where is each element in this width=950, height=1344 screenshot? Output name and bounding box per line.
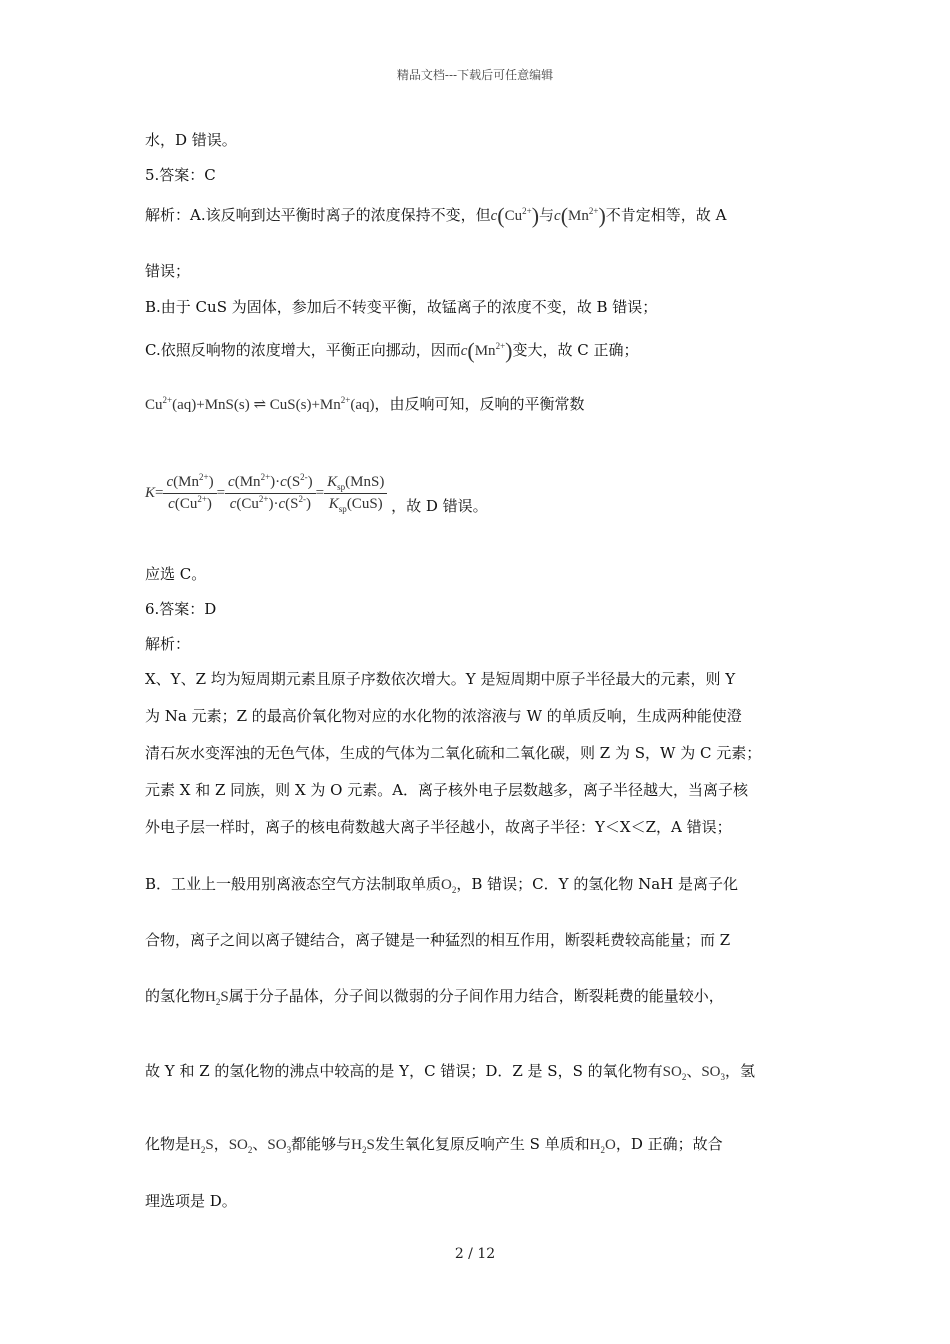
paragraph-line: 理选项是 D。: [145, 1192, 237, 1210]
text-segment: 、: [686, 1062, 702, 1080]
page-header: 精品文档---下载后可任意编辑: [396, 68, 554, 82]
formula-h2s: $H_2S$: [205, 989, 229, 1007]
formula-c-mn: $c(Mn^{2+})$: [460, 338, 513, 363]
formula-c-cu-mn: $c(Cu^{2+})$与$c(Mn^{2+})$: [490, 203, 606, 228]
text-line: [145, 338, 638, 364]
reaction-equation: $Cu^{2+}(aq)+MnS(s)$ ⇌ $CuS(s)+Mn^{2+}(aq)$: [145, 395, 375, 413]
text-segment: ，B 错误；C．Y 的氢化物 NaH 是离子化: [456, 875, 738, 893]
text-segment: C.依照反响物的浓度增大，平衡正向挪动，因而: [145, 341, 461, 359]
formula-so3: $SO_3$: [701, 1064, 726, 1082]
paragraph-line: 元素 X 和 Z 同族，则 X 为 O 元素。A．离子核外电子层数越多，离子半径越大，当离子核: [145, 781, 749, 799]
formula-h2s: $H_2S$: [190, 1137, 214, 1155]
text-segment: ，由反响可知，反响的平衡常数: [374, 395, 585, 413]
text-segment: 、: [252, 1135, 268, 1153]
text-segment: 的氢化物: [145, 987, 206, 1005]
paragraph-line: 清石灰水变浑浊的无色气体，生成的气体为二氧化硫和二氧化碳，则 Z 为 S，W 为 C 元素；: [145, 744, 762, 762]
text-segment: 不肯定相等，故 A: [605, 206, 727, 224]
formula-so2: $SO_2$: [662, 1064, 687, 1082]
text-segment: ，D 正确；故合: [615, 1135, 723, 1153]
equilibrium-constant-formula: K= $\frac{c(Mn^{2+})}{c(Cu^{2+})}$ = $\frac{c(Mn^{2+})\cdot c(S^{2-})}{c(Cu^{2+})\cdot c(S^{2-})}$ = $\frac{K_{sp}(MnS)}{K_{sp}(CuS)}$: [145, 485, 391, 501]
text-line: 应选 C。: [145, 565, 207, 583]
paragraph-line: 合物，离子之间以离子键结合，离子键是一种猛烈的相互作用，断裂耗费较高能量；而 Z: [145, 931, 731, 949]
formula-so3: $SO_3$: [267, 1137, 292, 1155]
text-segment: 故 Y 和 Z 的氢化物的沸点中较高的是 Y，C 错误；D．Z 是 S，S 的氧化物有: [145, 1062, 663, 1080]
paragraph-line: [145, 1133, 723, 1154]
equilibrium-constant-line: [145, 474, 488, 516]
text-segment: 发生氧化复原反响产生 S 单质和: [374, 1135, 590, 1153]
paragraph-line: 为 Na 元素；Z 的最高价氧化物对应的水化物的浓溶液与 W 的单质反响，生成两种能使澄: [145, 707, 742, 725]
formula-h2o: $H_2O$: [589, 1137, 616, 1155]
formula-so2: $SO_2$: [228, 1137, 253, 1155]
text-segment: 化物是: [145, 1135, 191, 1153]
text-line: 解析：: [145, 635, 191, 653]
text-line: 错误；: [145, 262, 191, 280]
text-segment: 都能够与: [291, 1135, 352, 1153]
formula-o2: $O_2$: [441, 877, 457, 895]
text-segment: B．工业上一般用别离液态空气方法制取单质: [145, 875, 442, 893]
text-line: B.由于 CuS 为固体，参加后不转变平衡，故锰离子的浓度不变，故 B 错误；: [145, 298, 658, 316]
formula-h2s: $H_2S$: [351, 1137, 375, 1155]
text-segment: ，: [213, 1135, 229, 1153]
paragraph-line: X、Y、Z 均为短周期元素且原子序数依次增大。Y 是短周期中原子半径最大的元素，则 Y: [145, 670, 736, 688]
text-line: [145, 393, 585, 414]
text-segment: 解析：A.该反响到达平衡时离子的浓度保持不变，但: [145, 206, 491, 224]
text-segment: ，故 D 错误。: [391, 496, 488, 515]
paragraph-line: 外电子层一样时，离子的核电荷数越大离子半径越小，故离子半径：Y＜X＜Z，A 错误；: [145, 818, 732, 836]
answer-6: 6.答案：D: [145, 600, 217, 618]
paragraph-line: [145, 985, 724, 1006]
text-line: 水，D 错误。: [145, 131, 237, 149]
text-segment: ，氢: [725, 1062, 756, 1080]
text-segment: 变大，故 C 正确；: [512, 341, 639, 359]
paragraph-line: [145, 873, 738, 894]
answer-5: 5.答案：C: [145, 166, 216, 184]
paragraph-line: [145, 1060, 755, 1081]
text-segment: 属于分子晶体，分子间以微弱的分子间作用力结合，断裂耗费的能量较小，: [228, 987, 724, 1005]
page-number: 2 / 12: [454, 1246, 496, 1262]
text-line: [145, 203, 726, 229]
